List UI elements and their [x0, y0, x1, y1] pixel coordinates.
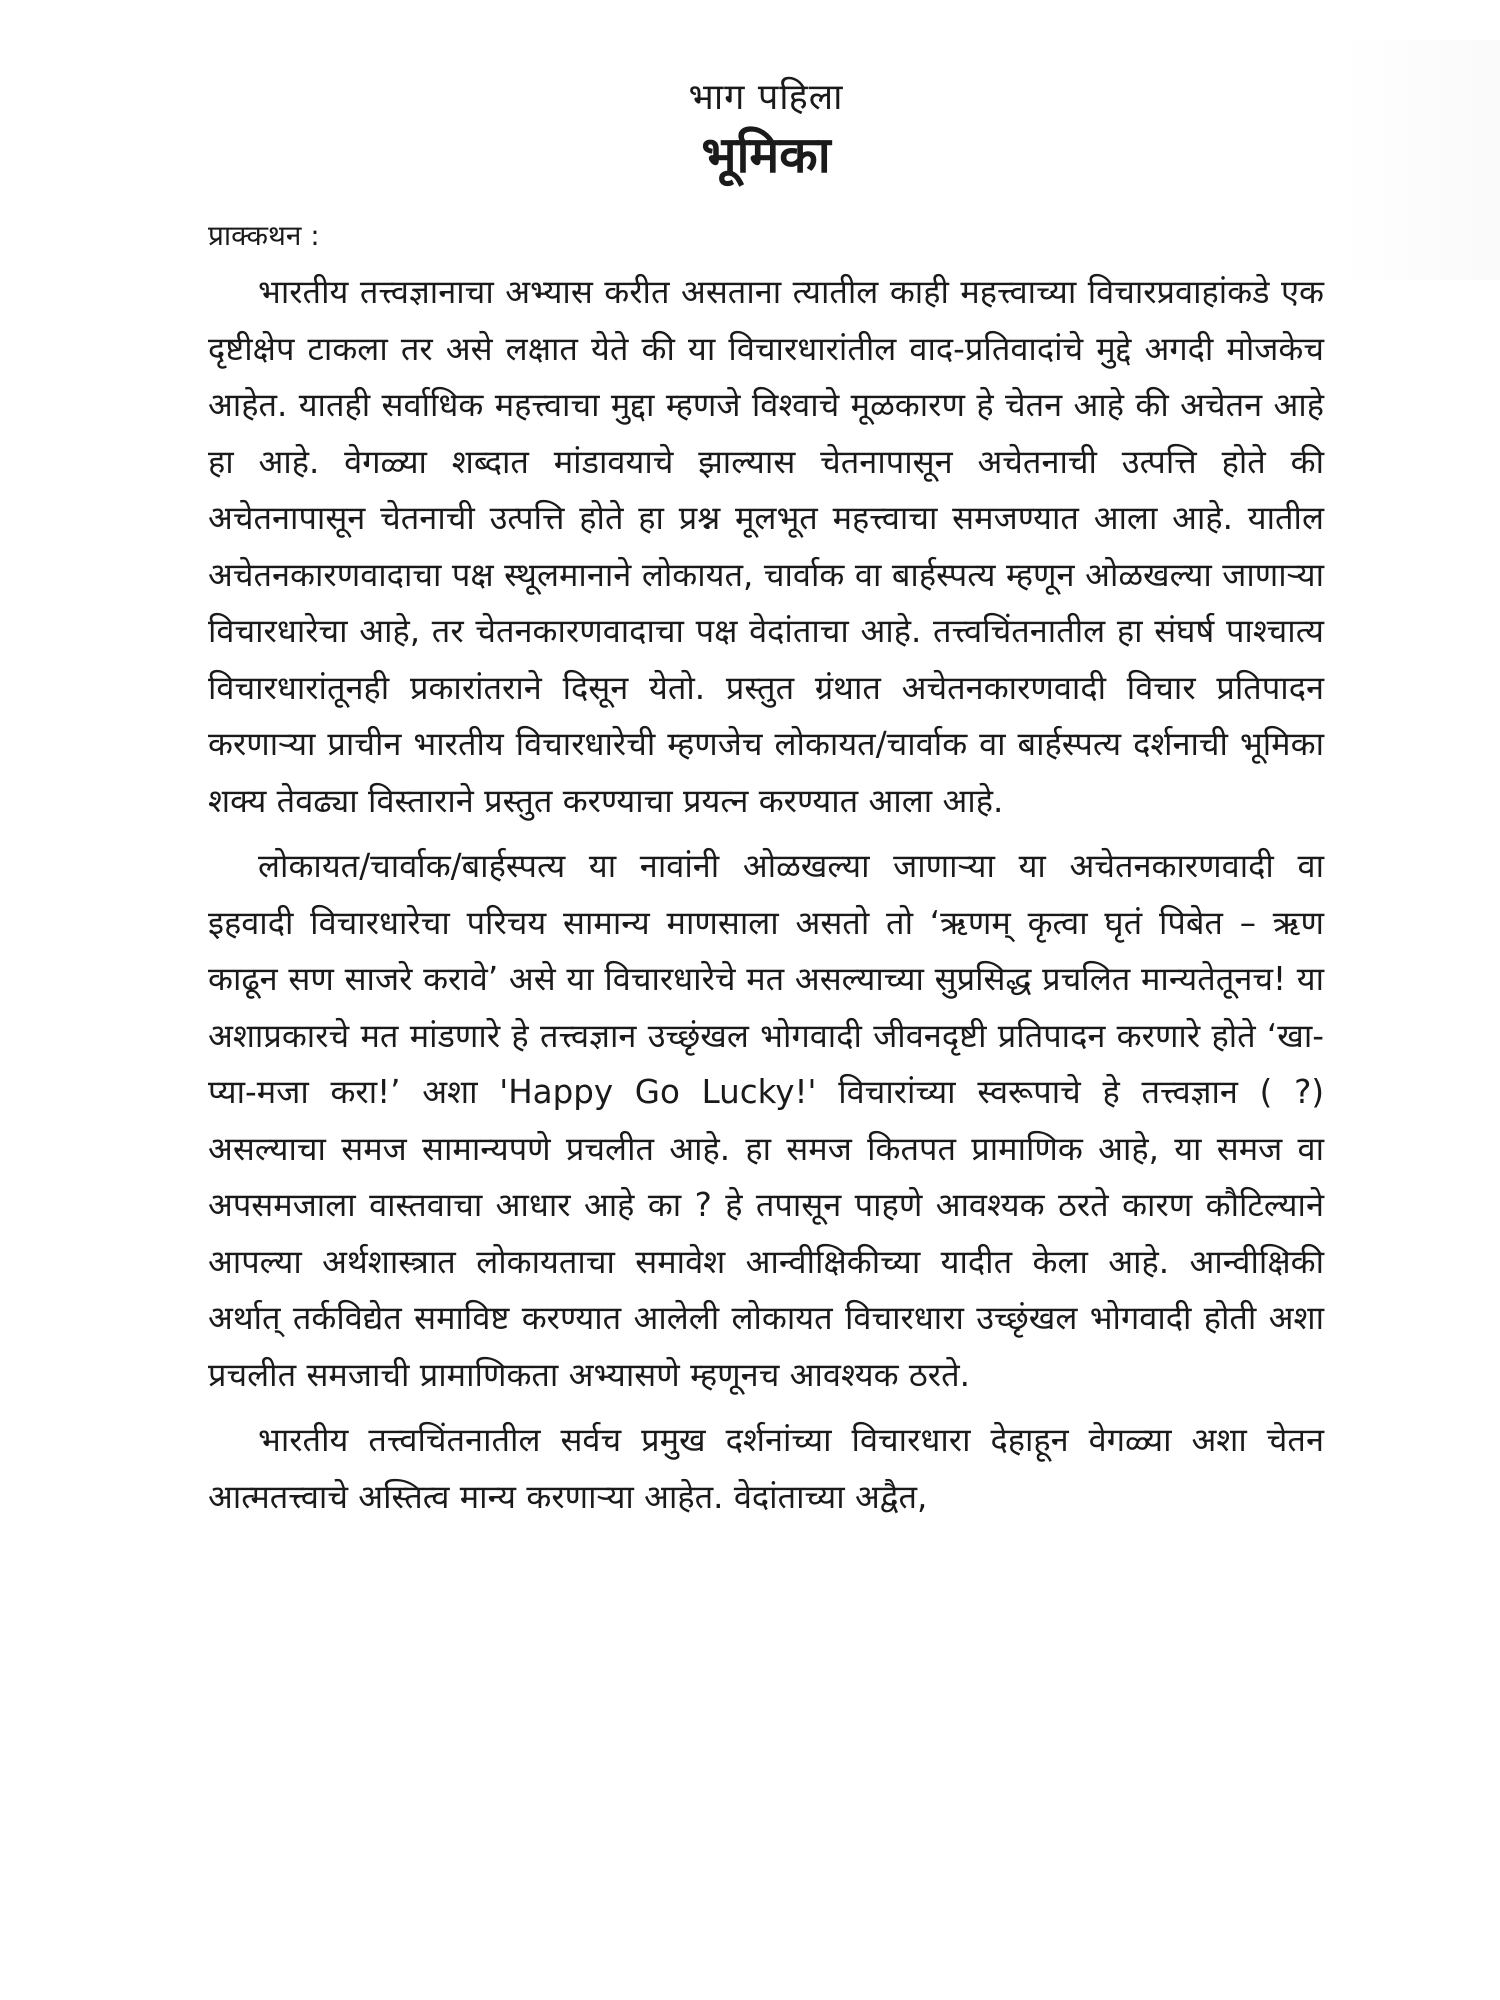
part-title: भाग पहिला: [688, 77, 844, 118]
margin-shadow: [1340, 40, 1500, 280]
paragraph-2: लोकायत/चार्वाक/बार्हस्पत्य या नावांनी ओळखल्या जाणाऱ्या या अचेतनकारणवादी वा इहवादी विचारधारेचा परिचय सामान्य माणसाला असतो तो ‘ऋणम् कृत्वा घृतं पिबेत – ऋण काढून सण साजरे करावे’ असे या विचारधारेचे मत असल्याच्या सुप्रसिद्ध प्रचलित मान्यतेतूनच! या अशाप्रकारचे मत मांडणारे हे तत्त्वज्ञान उच्छृंखल भोगवादी जीवनदृष्टी प्रतिपादन करणारे होते ‘खा-प्या-मजा करा!’ अशा 'Happy Go Lucky!' विचारांच्या स्वरूपाचे हे तत्त्वज्ञान ( ?) असल्याचा समज सामान्यपणे प्रचलीत आहे. हा समज कितपत प्रामाणिक आहे, या समज वा अपसमजाला वास्तवाचा आधार आहे का ? हे तपासून पाहणे आवश्यक ठरते कारण कौटिल्याने आपल्या अर्थशास्त्रात लोकायताचा समावेश आन्वीक्षिकीच्या यादीत केला आहे. आन्वीक्षिकी अर्थात् तर्कविद्येत समाविष्ट करण्यात आलेली लोकायत विचारधारा उच्छृंखल भोगवादी होती अशा प्रचलीत समजाची प्रामाणिकता अभ्यासणे म्हणूनच आवश्यक ठरते.: [208, 847, 1324, 1394]
section-label: प्राक्कथन :: [208, 219, 320, 252]
paragraph-1: भारतीय तत्त्वज्ञानाचा अभ्यास करीत असताना त्यातील काही महत्त्वाच्या विचारप्रवाहांकडे एक दृष्टीक्षेप टाकला तर असे लक्षात येते की या विचारधारांतील वाद-प्रतिवादांचे मुद्दे अगदी मोजकेच आहेत. यातही सर्वाधिक महत्त्वाचा मुद्दा म्हणजे विश्वाचे मूळकारण हे चेतन आहे की अचेतन आहे हा आहे. वेगळ्या शब्दात मांडावयाचे झाल्यास चेतनापासून अचेतनाची उत्पत्ति होते की अचेतनापासून चेतनाची उत्पत्ति होते हा प्रश्न मूलभूत महत्त्वाचा समजण्यात आला आहे. यातील अचेतनकारणवादाचा पक्ष स्थूलमानाने लोकायत, चार्वाक वा बार्हस्पत्य म्हणून ओळखल्या जाणाऱ्या विचारधारेचा आहे, तर चेतनकारणवादाचा पक्ष वेदांताचा आहे. तत्त्वचिंतनातील हा संघर्ष पाश्चात्य विचारधारांतूनही प्रकारांतराने दिसून येतो. प्रस्तुत ग्रंथात अचेतनकारणवादी विचार प्रतिपादन करणाऱ्या प्राचीन भारतीय विचारधारेची म्हणजेच लोकायत/चार्वाक वा बार्हस्पत्य दर्शनाची भूमिका शक्य तेवढ्या विस्ताराने प्रस्तुत करण्याचा प्रयत्न करण्यात आला आहे.: [208, 273, 1324, 820]
paragraph-3: भारतीय तत्त्वचिंतनातील सर्वच प्रमुख दर्शनांच्या विचारधारा देहाहून वेगळ्या अशा चेतन आत्मतत्त्वाचे अस्तित्व मान्य करणाऱ्या आहेत. वेदांताच्या अद्वैत,: [208, 1421, 1324, 1516]
chapter-title: भूमिका: [701, 126, 831, 184]
